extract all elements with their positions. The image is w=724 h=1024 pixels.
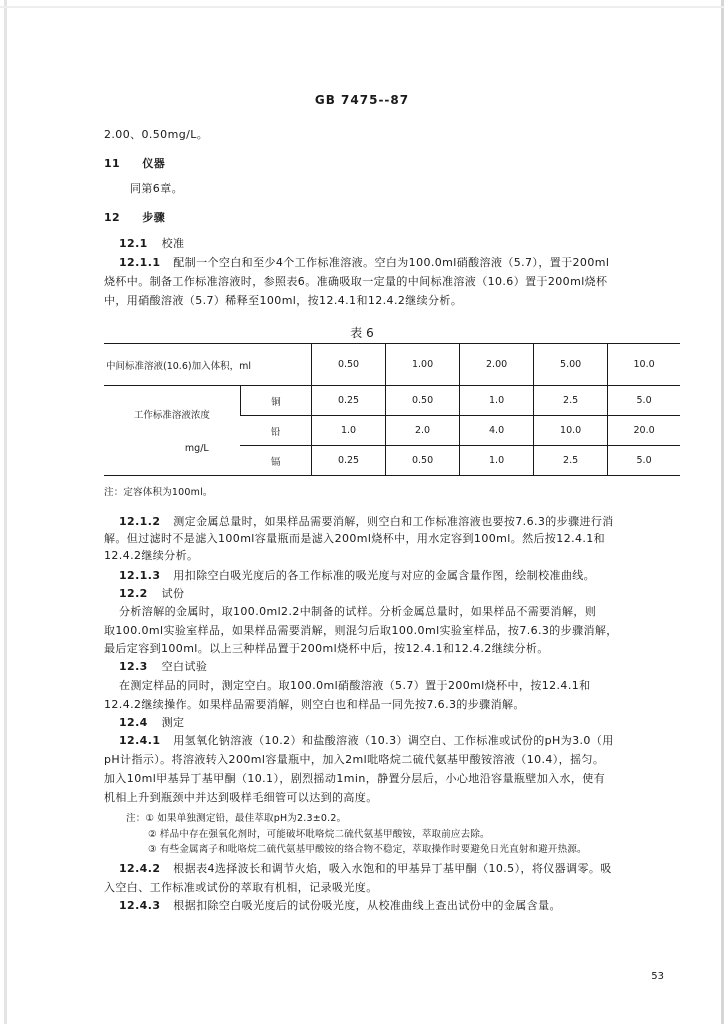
clause-text: 测定金属总量时，如果样品需要消解，则空白和工作标准溶液也要按7.6.3的步骤进行消 bbox=[173, 515, 614, 528]
table-row bbox=[104, 386, 680, 416]
table-cell: 2.5 bbox=[534, 446, 608, 476]
paragraph-line: 取100.0ml实验室样品，如果样品需要消解，则混匀后取100.0ml实验室样品，按7.6.3的步骤消解， bbox=[104, 624, 618, 637]
clause-text: 根据表4选择波长和调节火焰，吸入水饱和的甲基异丁基甲酮（10.5），将仪器调零。吸 bbox=[173, 862, 612, 875]
clause-text: 根据扣除空白吸光度后的试份吸光度，从校准曲线上查出试份中的金属含量。 bbox=[173, 899, 561, 912]
clause-number: 12.1.3 bbox=[119, 569, 161, 582]
table-group-cell bbox=[104, 386, 240, 476]
table-note: 注：定容体积为100ml。 bbox=[104, 487, 213, 498]
clause-number: 12.1.1 bbox=[119, 256, 161, 269]
paragraph-line: 12.4.2继续操作。如果样品需要消解，则空白也和样品一同先按7.6.3的步骤消解。 bbox=[104, 698, 525, 711]
paragraph-line: 中，用硝酸溶液（5.7）稀释至100ml，按12.4.1和12.4.2继续分析。 bbox=[104, 294, 463, 307]
paragraph-line: 加入10ml甲基异丁基甲酮（10.1），剧烈摇动1min，静置分层后，小心地沿容量瓶壁加入水，使有 bbox=[104, 772, 606, 785]
subsection-heading bbox=[119, 660, 207, 674]
subsection-heading bbox=[119, 587, 184, 601]
paragraph-line bbox=[119, 256, 609, 270]
paragraph-line: 12.4.2继续分析。 bbox=[104, 549, 199, 562]
text-line: 2.00、0.50mg/L。 bbox=[104, 128, 209, 141]
table-cell: 1.0 bbox=[460, 386, 534, 416]
paragraph-line: 解。但过滤时不是滤入100ml容量瓶而是滤入200ml烧杯中，用水定容到100ml。然后按12.4.1和 bbox=[104, 532, 606, 545]
subsection-number: 12.1 bbox=[119, 237, 148, 250]
scan-edge-left bbox=[4, 0, 7, 1024]
paragraph-line: 分析溶解的金属时，取100.0ml2.2中制备的试样。分析金属总量时，如果样品不需要消解，则 bbox=[119, 605, 597, 618]
group-label: 工作标准溶液浓度 bbox=[133, 410, 210, 421]
table-cell: 10.0 bbox=[608, 344, 680, 386]
footnote: ② 样品中存在强氧化剂时，可能破坏吡咯烷二硫代氨基甲酸铵，萃取前应去除。 bbox=[148, 829, 490, 840]
table-cell: 5.00 bbox=[534, 344, 608, 386]
table-6 bbox=[104, 343, 680, 476]
paragraph-line: pH计指示）。将溶液转入200ml容量瓶中，加入2ml吡咯烷二硫代氨基甲酸铵溶液（10.4），摇匀。 bbox=[104, 753, 605, 766]
clause-number: 12.4.2 bbox=[119, 862, 161, 875]
table-cell: 1.0 bbox=[312, 416, 386, 446]
element-cell: 铅 bbox=[240, 416, 311, 446]
element-cell: 镉 bbox=[240, 446, 311, 476]
section-title: 仪器 bbox=[142, 157, 166, 170]
table-cell: 2.0 bbox=[386, 416, 460, 446]
table-cell: 0.25 bbox=[312, 386, 386, 416]
table-cell: 2.00 bbox=[460, 344, 534, 386]
paragraph-line: 最后定容到100ml。以上三种样品置于200ml烧杯中后，按12.4.1和12.4.2继续分析。 bbox=[104, 642, 549, 655]
footnote: ③ 有些金属离子和吡咯烷二硫代氨基甲酸铵的络合物不稳定，萃取操作时要避免日光直射和避开热源。 bbox=[148, 844, 587, 855]
page-number: 53 bbox=[651, 971, 664, 982]
table-cell: 5.0 bbox=[608, 446, 680, 476]
subsection-title: 试份 bbox=[161, 587, 185, 600]
subsection-heading bbox=[119, 237, 184, 251]
table-header-cell: 中间标准溶液(10.6)加入体积，ml bbox=[104, 344, 312, 386]
table-caption: 表 6 bbox=[350, 326, 374, 340]
table-cell: 0.50 bbox=[312, 344, 386, 386]
subsection-number: 12.2 bbox=[119, 587, 148, 600]
table-cell: 10.0 bbox=[534, 416, 608, 446]
paragraph-line bbox=[119, 515, 614, 529]
table-cell: 5.0 bbox=[608, 386, 680, 416]
table-cell: 0.50 bbox=[386, 386, 460, 416]
footnote: 注：① 如果单独测定铅，最佳萃取pH为2.3±0.2。 bbox=[126, 813, 347, 824]
unit-label: mg/L bbox=[184, 443, 209, 454]
paragraph-line: 烧杯中。制备工作标准溶液时，参照表6。准确吸取一定量的中间标准溶液（10.6）置于200ml烧杯 bbox=[104, 275, 608, 288]
scan-edge-top bbox=[0, 6, 724, 8]
paragraph-line bbox=[119, 734, 614, 748]
paragraph-line bbox=[119, 862, 612, 876]
paragraph-line: 在测定样品的同时，测定空白。取100.0ml硝酸溶液（5.7）置于200ml烧杯中，按12.4.1和 bbox=[119, 679, 591, 692]
table-cell: 0.50 bbox=[386, 446, 460, 476]
subsection-title: 校准 bbox=[161, 237, 185, 250]
table-cell: 0.25 bbox=[312, 446, 386, 476]
section-number: 12 bbox=[104, 211, 121, 224]
table-cell: 1.0 bbox=[460, 446, 534, 476]
paragraph-line: 机相上升到瓶颈中并达到吸样毛细管可以达到的高度。 bbox=[104, 791, 378, 804]
table-cell: 4.0 bbox=[460, 416, 534, 446]
subsection-number: 12.3 bbox=[119, 660, 148, 673]
table-row bbox=[104, 344, 680, 386]
subsection-number: 12.4 bbox=[119, 716, 148, 729]
clause-text: 配制一个空白和至少4个工作标准溶液。空白为100.0ml硝酸溶液（5.7），置于200ml bbox=[173, 256, 610, 269]
section-number: 11 bbox=[104, 157, 121, 170]
paragraph-line bbox=[119, 899, 561, 913]
section-heading bbox=[104, 157, 165, 171]
table-cell: 20.0 bbox=[608, 416, 680, 446]
clause-text: 用氢氧化钠溶液（10.2）和盐酸溶液（10.3）调空白、工作标准或试份的pH为3.0（用 bbox=[173, 734, 614, 747]
text-line: 同第6章。 bbox=[130, 182, 183, 195]
paragraph-line: 入空白、工作标准或试份的萃取有机相，记录吸光度。 bbox=[104, 881, 378, 894]
section-heading bbox=[104, 211, 165, 225]
paragraph-line bbox=[119, 569, 595, 583]
clause-number: 12.4.1 bbox=[119, 734, 161, 747]
clause-text: 用扣除空白吸光度后的各工作标准的吸光度与对应的金属含量作图，绘制校准曲线。 bbox=[173, 569, 596, 582]
element-cell: 铜 bbox=[240, 386, 311, 416]
section-title: 步骤 bbox=[142, 211, 166, 224]
subsection-heading bbox=[119, 716, 184, 730]
clause-number: 12.1.2 bbox=[119, 515, 161, 528]
subsection-title: 测定 bbox=[161, 716, 185, 729]
table-cell: 2.5 bbox=[534, 386, 608, 416]
table-cell: 1.00 bbox=[386, 344, 460, 386]
clause-number: 12.4.3 bbox=[119, 899, 161, 912]
subsection-title: 空白试验 bbox=[161, 660, 208, 673]
page-header: GB 7475--87 bbox=[314, 93, 410, 107]
